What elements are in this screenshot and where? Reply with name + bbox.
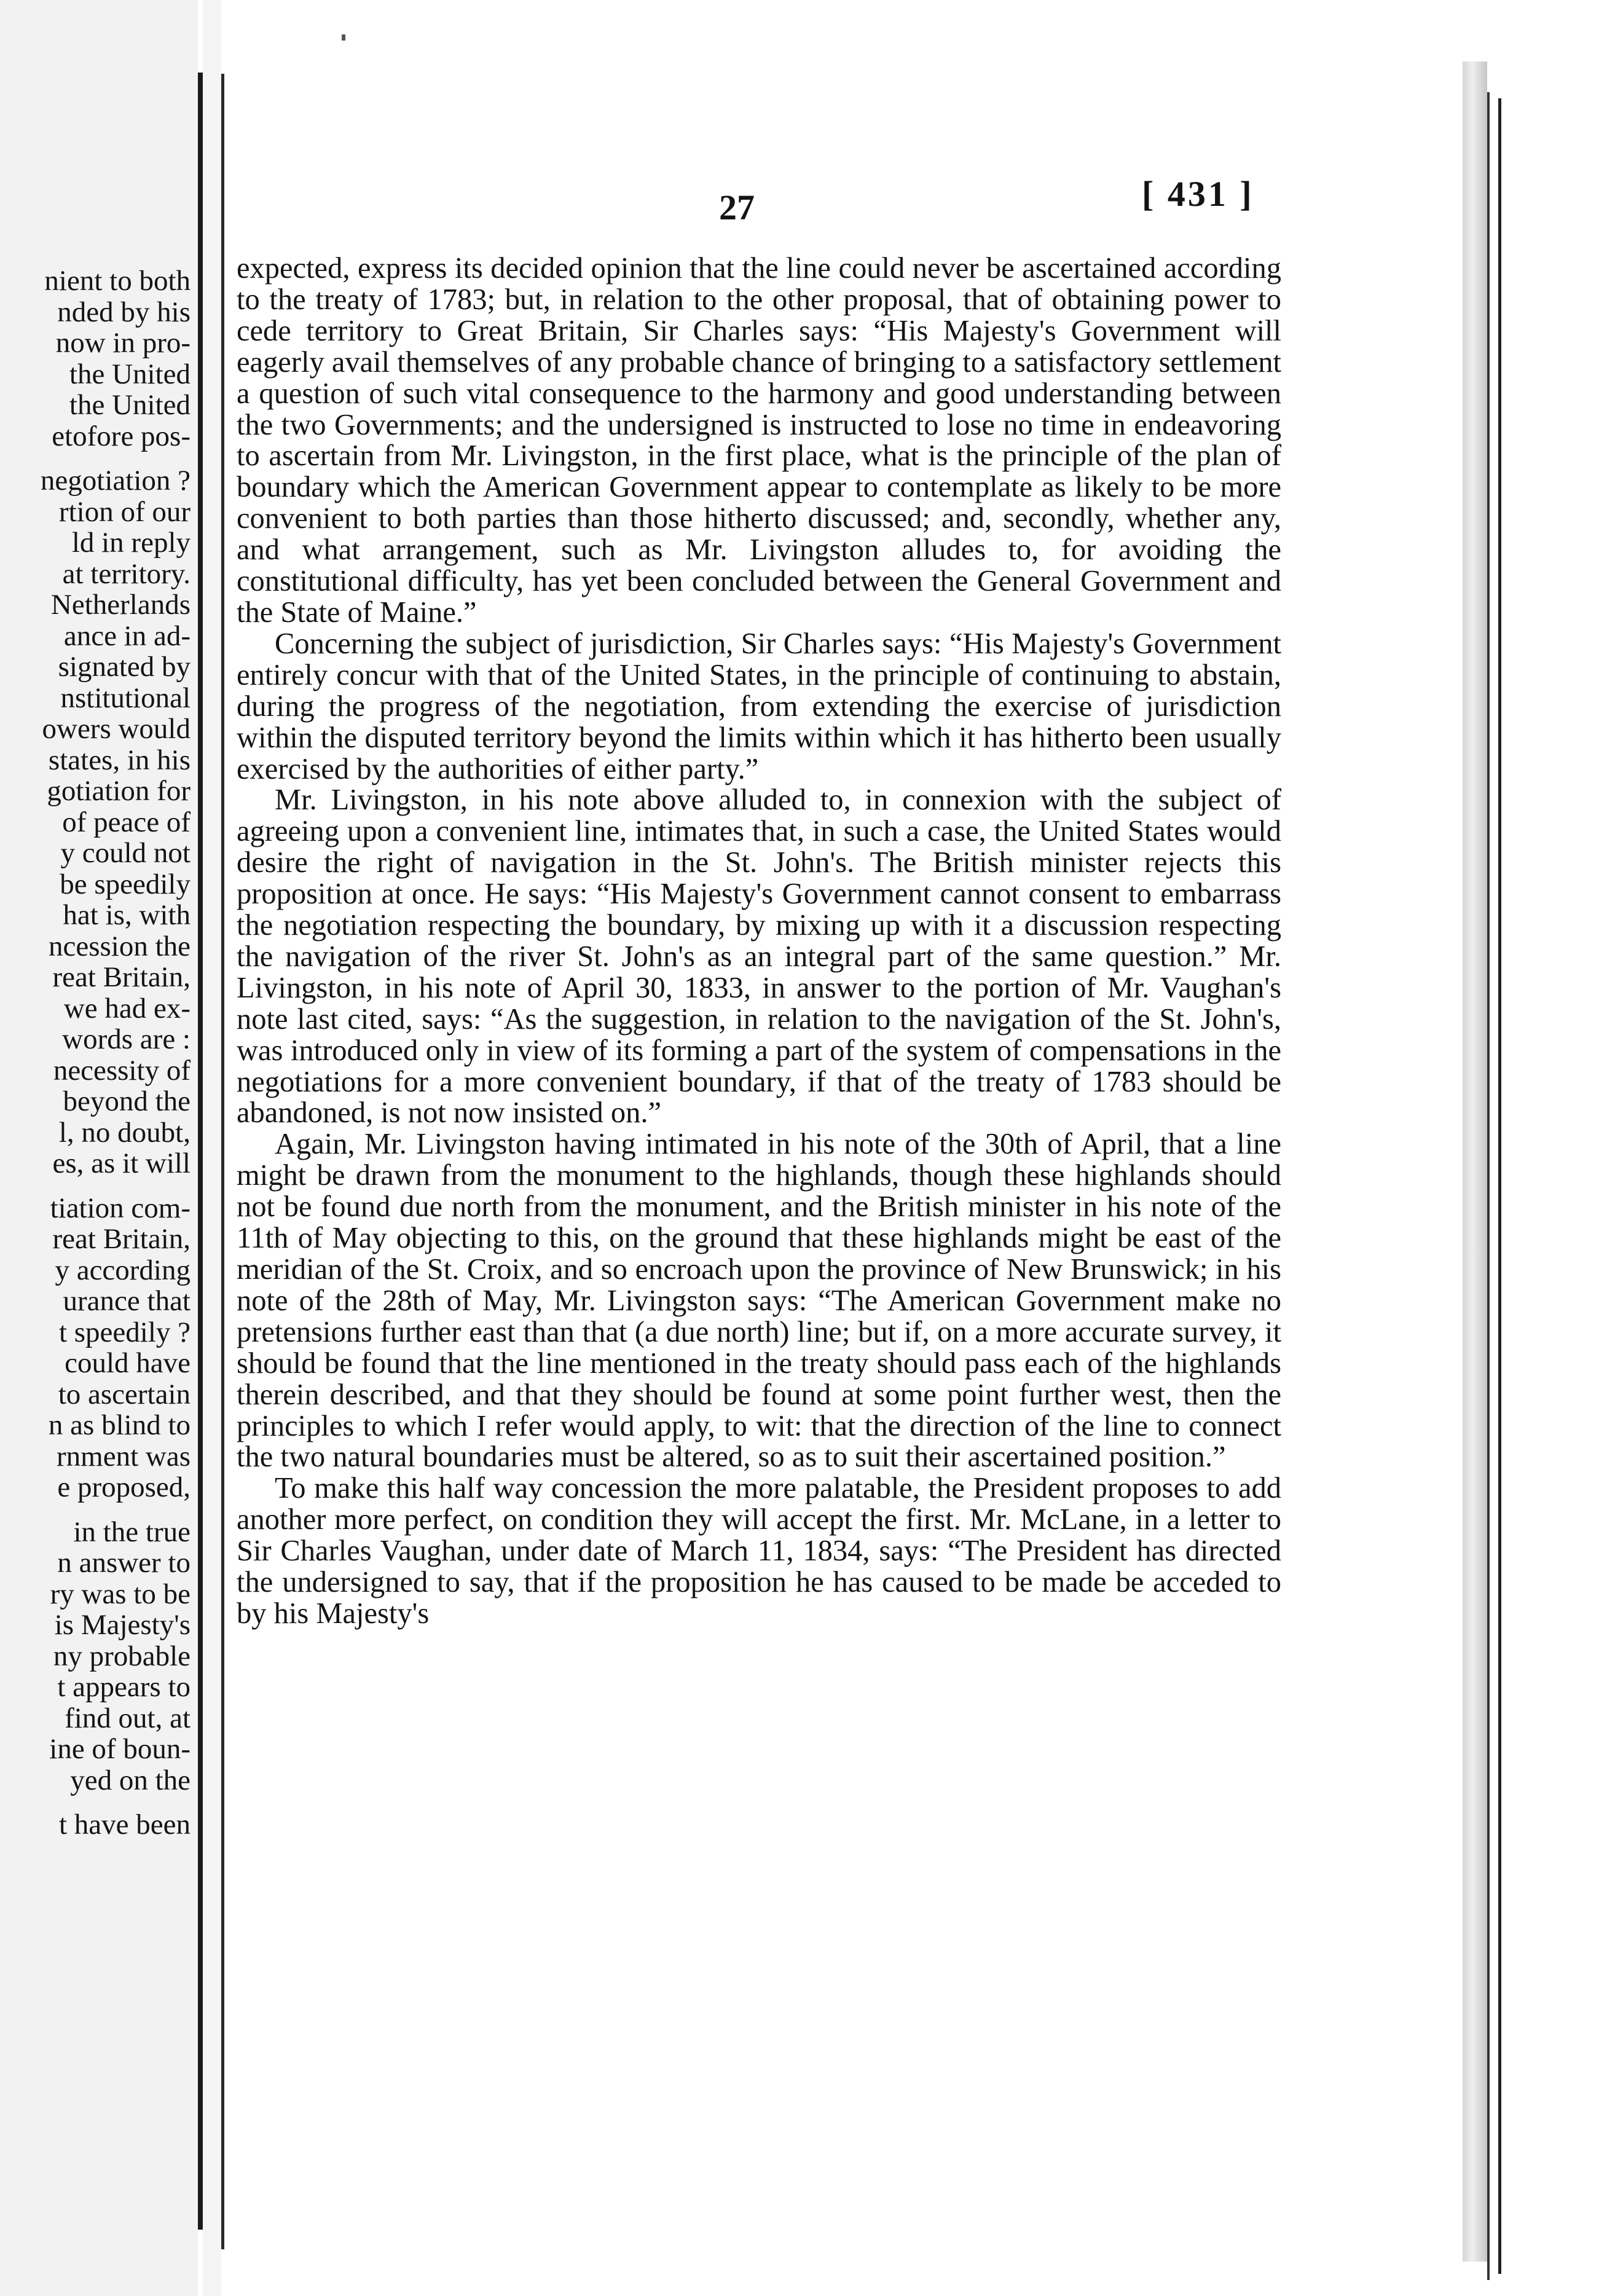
paragraph: Again, Mr. Livingston having intimated in his note of the 30th of April, that a line might be drawn from the monument to the highlands, though these highlands should not be found due north from the monument, and the British minister in his note of the 11th of May objecting to this, on the ground that these highlands might be east of the meridian of the St. Croix, and so encroach upon the province of New Brunswick; in his note of the 28th of May, Mr. Livingston says: “The American Government make no pretensions further east than that (a due north) line; but if, on a more accurate survey, it should be found that the line mentioned in the treaty should pass each of the highlands therein described, and that they should be found at some point further west, then the principles to which I refer would apply, to wit: that the direction of the line to connect the two natural boundaries must be altered, so as to suit their ascertained position.” [237, 1128, 1281, 1474]
previous-page-line: y could not [60, 837, 191, 869]
paragraph: Concerning the subject of jurisdiction, Sir Charles says: “His Majesty's Government entirely concur with that of the United States, in the principle of continuing to abstain, during the progress of the negotiation, from extending the exercise of jurisdiction within the disputed territory beyond the limits within which it has hitherto been usually exercised by the authorities of either party.” [237, 627, 1281, 785]
line-gap [41, 1796, 191, 1809]
previous-page-line: nded by his [57, 296, 191, 328]
previous-page-text [41, 265, 191, 1841]
line-gap [41, 1179, 191, 1193]
previous-page-line: t appears to [57, 1671, 191, 1703]
previous-page-line: necessity of [53, 1054, 191, 1087]
document-number: [ 431 ] [1142, 174, 1254, 214]
previous-page-line: in the true [73, 1516, 191, 1548]
previous-page-line: n answer to [57, 1547, 191, 1579]
page-number: 27 [719, 187, 755, 227]
previous-page-line: l, no doubt, [58, 1116, 191, 1149]
body-text [237, 253, 1281, 1630]
previous-page-line: is Majesty's [54, 1609, 191, 1641]
previous-page-line: we had ex- [63, 992, 191, 1024]
previous-page-line: ld in reply [71, 527, 191, 559]
line-gap [41, 452, 191, 465]
previous-page-line: e proposed, [57, 1471, 191, 1503]
line-gap [41, 1503, 191, 1517]
previous-page-line: find out, at [65, 1702, 191, 1734]
previous-page-line: words are : [62, 1023, 191, 1055]
previous-page-line: ine of boun- [49, 1733, 191, 1765]
previous-page-line: etofore pos- [52, 420, 191, 452]
paragraph: Mr. Livingston, in his note above alluded to, in connexion with the subject of agreeing upon a convenient line, intimates that, in such a case, the United States would desire the right of navigation in the St. John's. The British minister rejects this proposition at once. He says: “His Majesty's Government cannot consent to embarrass the negotiation respecting the boundary, by mixing up with it a discussion respecting the navigation of the river St. John's as an integral part of the same question.” Mr. Livingston, in his note of April 30, 1833, in answer to the portion of Mr. Vaughan's note last cited, says: “As the suggestion, in relation to the navigation of the St. John's, was introduced only in view of its forming a part of the system of compensations in the negotiations for a more convenient boundary, if that of the treaty of 1783 should be abandoned, is not now insisted on.” [237, 784, 1281, 1130]
previous-page-line: n as blind to [48, 1409, 191, 1441]
page-edge-line [1487, 92, 1490, 2280]
previous-page-line: Netherlands [50, 589, 191, 621]
previous-page-line: at territory. [62, 557, 191, 590]
previous-page-line: to ascertain [58, 1378, 191, 1410]
previous-page-line: the United [69, 389, 191, 421]
previous-page-line: urance that [63, 1285, 191, 1317]
previous-page-line: es, as it will [52, 1147, 191, 1179]
previous-page-line: now in pro- [55, 327, 191, 359]
previous-page-line: owers would [42, 713, 191, 745]
previous-page-line: beyond the [63, 1085, 191, 1117]
previous-page-line: ry was to be [50, 1578, 191, 1610]
previous-page-edge [198, 73, 203, 2230]
previous-page-line: of peace of [62, 806, 191, 838]
previous-page-line: tiation com- [50, 1192, 191, 1224]
previous-page-line: nstitutional [60, 682, 191, 714]
scan-speck [342, 34, 345, 41]
previous-page-line: t have been [58, 1809, 191, 1841]
previous-page-line: rtion of our [58, 495, 191, 528]
page-edge-line-outer [1498, 98, 1501, 2274]
previous-page-fragment [0, 0, 198, 2296]
previous-page-line: could have [65, 1347, 191, 1379]
previous-page-line: reat Britain, [52, 1223, 191, 1255]
previous-page-line: t speedily ? [58, 1316, 191, 1348]
paragraph: expected, express its decided opinion that the line could never be ascertained according to the treaty of 1783; but, in relation to the other proposal, that of obtaining power to cede territory to Great Britain, Sir Charles says: “His Majesty's Government will eagerly avail themselves of any probable chance of bringing to a satisfactory settlement a question of such vital consequence to the harmony and good understanding between the two Governments; and the undersigned is instructed to lose no time in endeavoring to ascertain from Mr. Livingston, in the first place, what is the principle of the plan of boundary which the American Government appear to contemplate as likely to be more convenient to both parties than those hitherto discussed; and, secondly, whether any, and what arrangement, such as Mr. Livingston alludes to, for avoiding the constitutional difficulty, has yet been concluded between the General Government and the State of Maine.” [237, 252, 1281, 629]
previous-page-line: gotiation for [47, 775, 191, 807]
previous-page-line: y according [55, 1254, 191, 1286]
previous-page-line: the United [69, 358, 191, 390]
previous-page-line: ncession the [48, 930, 191, 962]
previous-page-line: ny probable [53, 1640, 191, 1672]
previous-page-line: be speedily [60, 868, 191, 900]
previous-page-line: ance in ad- [63, 619, 191, 652]
previous-page-line: reat Britain, [52, 961, 191, 993]
previous-page-line: rnment was [57, 1440, 191, 1472]
previous-page-line: hat is, with [63, 899, 191, 931]
book-gutter [203, 0, 221, 2296]
previous-page-line: yed on the [70, 1764, 191, 1796]
previous-page-line: signated by [58, 651, 191, 683]
paragraph: To make this half way concession the more palatable, the President proposes to add another more perfect, on condition they will accept the first. Mr. McLane, in a letter to Sir Charles Vaughan, under date of March 11, 1834, says: “The President has directed the undersigned to say, that if the proposition he has caused to be made be acceded to by his Majesty's [237, 1472, 1281, 1630]
previous-page-line: negotiation ? [40, 465, 191, 497]
previous-page-line: nient to both [44, 265, 191, 297]
page-stack-edge [1463, 61, 1487, 2262]
previous-page-line: states, in his [48, 744, 191, 776]
